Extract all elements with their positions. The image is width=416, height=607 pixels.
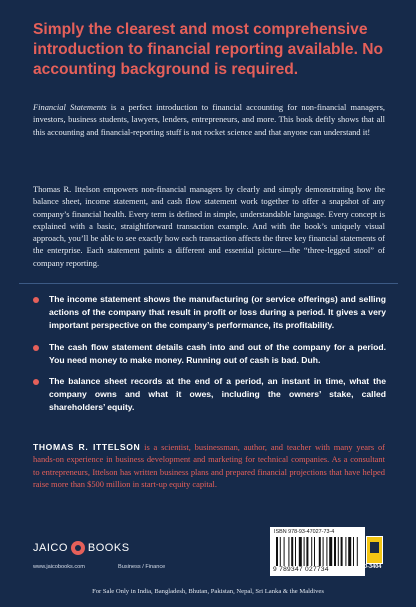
isbn-label: ISBN 978-93-47027-73-4 bbox=[274, 529, 335, 535]
publisher-name-part1: JAICO bbox=[33, 542, 68, 554]
publisher-logo bbox=[33, 535, 143, 561]
author-name: THOMAS R. ITTELSON bbox=[33, 442, 141, 452]
sale-territory-footer: For Sale Only in India, Bangladesh, Bhutan, Pakistan, Nepal, Sri Lanka & the Maldives bbox=[92, 588, 324, 595]
barcode-bar bbox=[319, 537, 321, 566]
barcode-bar bbox=[348, 537, 351, 566]
barcode-bar bbox=[295, 537, 296, 566]
barcode-bar bbox=[314, 537, 315, 566]
tag-inner-mark bbox=[370, 542, 379, 553]
isbn-barcode-box bbox=[270, 527, 365, 576]
description-paragraph: Thomas R. Ittelson empowers non-financial managers by clearly and simply demonstrating how the balance sheet, income statement, and cash flow statement work together to offer a snapshot of any company’s financial health. Every term is defined in simple, understandable language. Every concept is explained with a basic, straightforward transaction example. And with the book’s uniquely visual approach, you’ll be able to see exactly how each transaction affects the three key financial statements of the enterprise. Each statement paints a different and essential picture—the “three-legged stool” of company reporting. bbox=[33, 184, 385, 268]
bullet-text: The income statement shows the manufacturing (or service offerings) and selling actions of the company that result in profit or loss during a period. It gives a very important perspective on the company’s performance, its profitability. bbox=[49, 294, 386, 331]
barcode-bar bbox=[304, 537, 305, 566]
bullet-text: The balance sheet records at the end of a period, an instant in time, what the company owns and what it owes, including the owners’ stake, called shareholders’ equity. bbox=[49, 376, 386, 413]
barcode-bar bbox=[299, 537, 302, 566]
barcode-bar bbox=[306, 537, 308, 566]
price-tag-icon bbox=[366, 536, 383, 564]
barcode-bar bbox=[311, 537, 312, 566]
bullet-list bbox=[33, 293, 386, 423]
bullet-item-income-statement bbox=[33, 293, 386, 333]
bullet-dot-icon bbox=[33, 345, 39, 351]
barcode-bar bbox=[284, 537, 285, 566]
headline: Simply the clearest and most comprehensive introduction to financial reporting available. No accounting background is required. bbox=[33, 21, 384, 78]
barcode-icon bbox=[276, 537, 360, 566]
bullet-text: The cash flow statement details cash into and out of the company for a period. You need money to make money. Running out of cash is bad. Duh. bbox=[49, 341, 386, 365]
bullet-item-balance-sheet bbox=[33, 375, 386, 415]
barcode-bar bbox=[280, 537, 281, 566]
divider bbox=[19, 283, 398, 284]
barcode-bar bbox=[288, 537, 289, 566]
intro-text: is a perfect introduction to financial accounting for non-financial managers, investors, business students, lawyers, lenders, entrepreneurs, and more. This book deftly shows that all this accounting and financial-reporting stuff is not rocket science and that anyone can understand it! bbox=[33, 102, 385, 137]
tag-code: J-3404 bbox=[364, 564, 382, 570]
barcode-bar bbox=[338, 537, 339, 566]
author-bio bbox=[33, 441, 385, 490]
barcode-bar bbox=[345, 537, 346, 566]
bullet-item-cash-flow bbox=[33, 341, 386, 367]
barcode-bar bbox=[329, 537, 332, 566]
book-title: Financial Statements bbox=[33, 102, 107, 112]
isbn-digits: 9 789347 027734 bbox=[273, 566, 329, 573]
intro-paragraph bbox=[33, 101, 385, 138]
publisher-logo-icon bbox=[71, 541, 85, 555]
barcode-bar bbox=[276, 537, 278, 566]
bullet-dot-icon bbox=[33, 297, 39, 303]
publisher-name-part2: BOOKS bbox=[87, 542, 130, 554]
barcode-bar bbox=[353, 537, 354, 566]
barcode-bar bbox=[334, 537, 336, 566]
barcode-bar bbox=[323, 537, 324, 566]
barcode-bar bbox=[326, 537, 327, 566]
author-bio-text: is a scientist, businessman, author, and teacher with many years of hands-on experience in business development and marketing for technical companies. As a consultant to entrepreneurs, Ittelson has written business plans and prepared financial projections that have helped raise more than $500 million in start-up equity capital. bbox=[33, 442, 385, 489]
barcode-bar bbox=[357, 537, 358, 566]
publisher-website: www.jaicobooks.com bbox=[33, 564, 85, 570]
bullet-dot-icon bbox=[33, 379, 39, 385]
barcode-bar bbox=[341, 537, 343, 566]
barcode-bar bbox=[291, 537, 293, 566]
book-category: Business / Finance bbox=[118, 564, 166, 570]
